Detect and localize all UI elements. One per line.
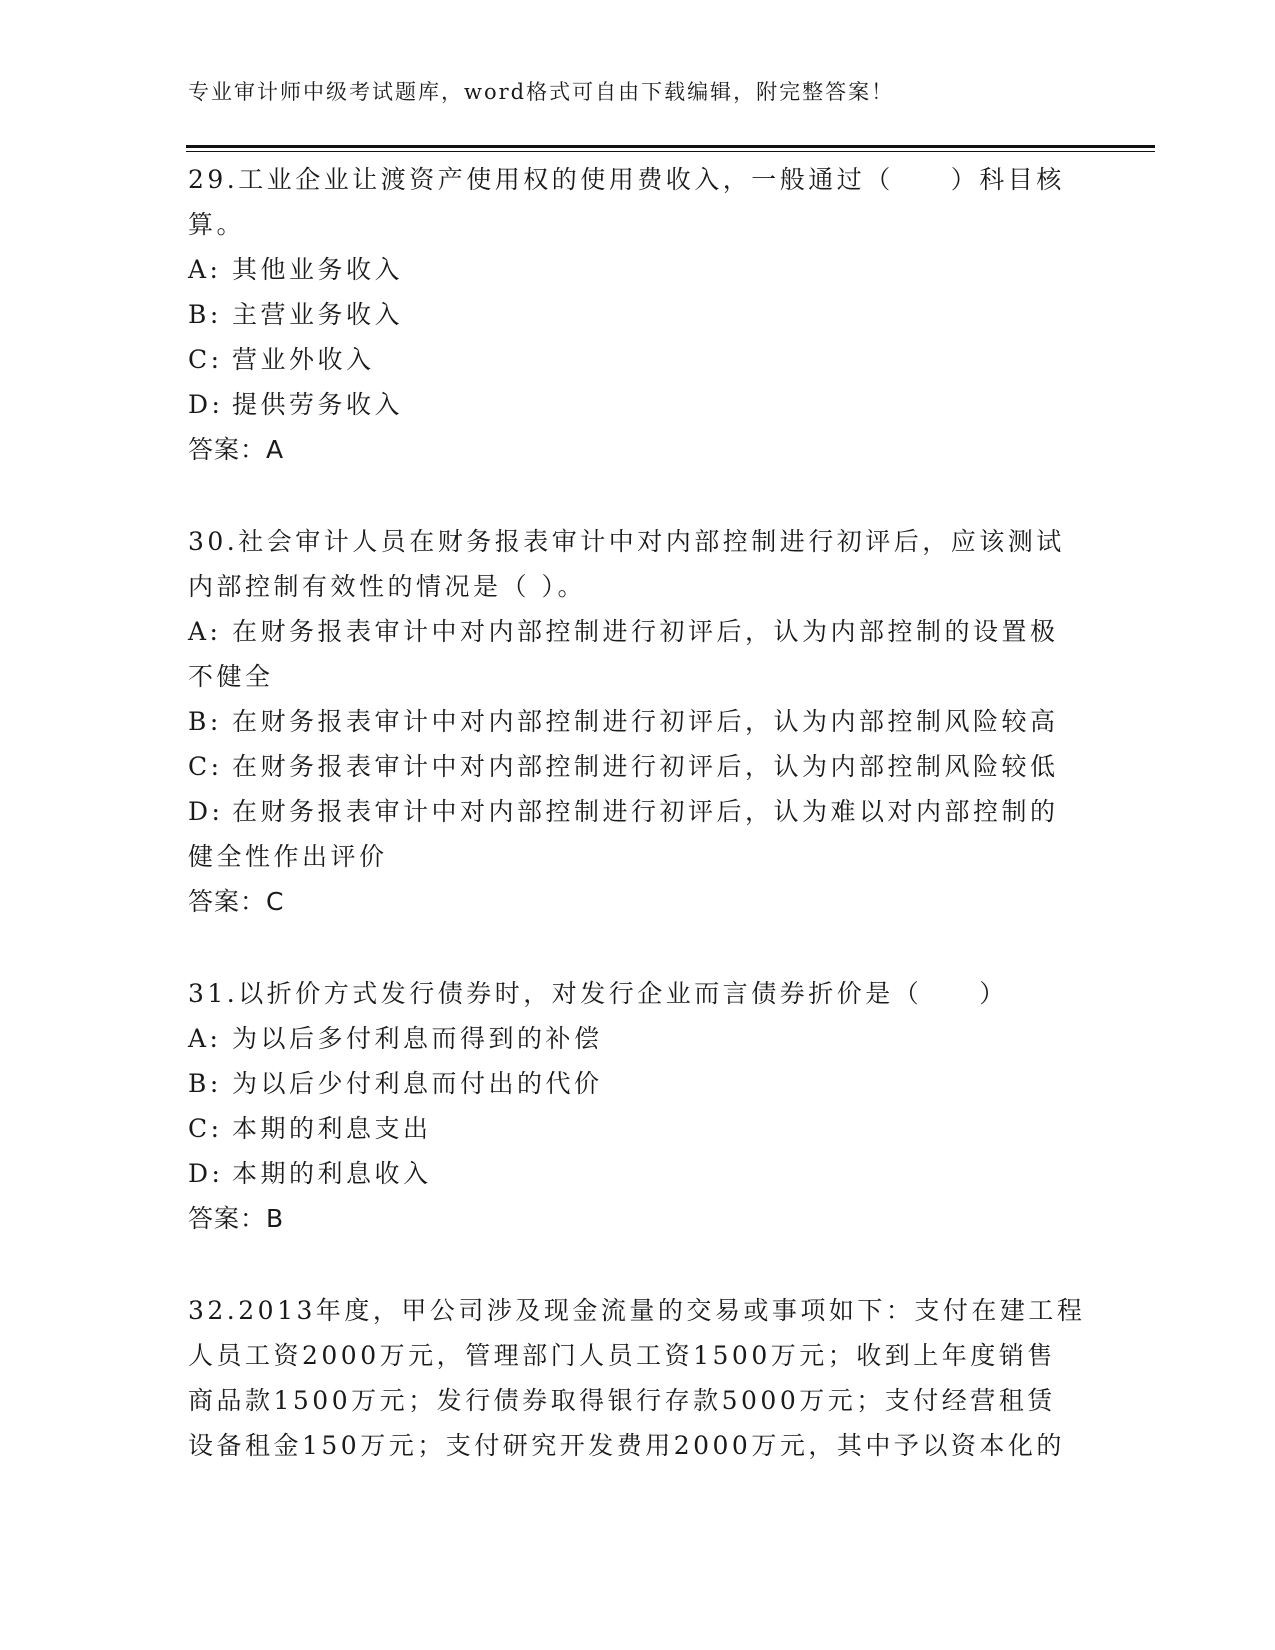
option-a-continued: 不健全	[188, 662, 274, 691]
option-d	[188, 382, 1088, 427]
option-text: 提供劳务收入	[232, 390, 404, 419]
header-rule-thick	[186, 145, 1155, 148]
option-b	[188, 699, 1088, 744]
question-list	[188, 157, 1088, 1515]
option-d-continued: 健全性作出评价	[188, 842, 388, 871]
question-32	[188, 1288, 1088, 1468]
question-stem-line: 人员工资2000万元，管理部门人员工资1500万元；收到上年度销售	[188, 1341, 1056, 1370]
option-text: 本期的利息收入	[232, 1159, 432, 1188]
option-d	[188, 1151, 1088, 1196]
question-stem-line: 32.2013年度，甲公司涉及现金流量的交易或事项如下：支付在建工程	[188, 1296, 1086, 1325]
option-letter: D:	[188, 1159, 224, 1188]
option-text: 主营业务收入	[232, 300, 404, 329]
option-text: 其他业务收入	[232, 255, 404, 284]
option-text: 为以后少付利息而付出的代价	[232, 1069, 603, 1098]
option-d	[188, 789, 1088, 834]
option-c	[188, 337, 1088, 382]
option-c	[188, 1106, 1088, 1151]
option-letter: B:	[188, 300, 222, 329]
option-letter: A:	[188, 1024, 222, 1053]
option-letter: A:	[188, 617, 222, 646]
answer: 答案：C	[188, 887, 285, 916]
option-text: 为以后多付利息而得到的补偿	[232, 1024, 603, 1053]
question-stem-line: 内部控制有效性的情况是（ ）。	[188, 572, 586, 601]
answer: 答案：A	[188, 435, 285, 464]
option-text: 在财务报表审计中对内部控制进行初评后，认为内部控制风险较高	[232, 707, 1059, 736]
option-letter: D:	[188, 390, 224, 419]
question-stem-line: 算。	[188, 210, 246, 239]
option-letter: C:	[188, 345, 223, 374]
question-29	[188, 157, 1088, 472]
header-rule-thin	[186, 151, 1155, 152]
option-letter: C:	[188, 752, 223, 781]
option-a	[188, 609, 1088, 654]
option-letter: A:	[188, 255, 222, 284]
option-a	[188, 247, 1088, 292]
option-a	[188, 1016, 1088, 1061]
option-text: 在财务报表审计中对内部控制进行初评后，认为内部控制的设置极	[232, 617, 1059, 646]
option-letter: B:	[188, 1069, 222, 1098]
option-letter: D:	[188, 797, 224, 826]
option-letter: C:	[188, 1114, 223, 1143]
option-text: 营业外收入	[232, 345, 375, 374]
option-text: 在财务报表审计中对内部控制进行初评后，认为难以对内部控制的	[232, 797, 1059, 826]
option-text: 本期的利息支出	[232, 1114, 432, 1143]
option-text: 在财务报表审计中对内部控制进行初评后，认为内部控制风险较低	[232, 752, 1059, 781]
question-30	[188, 519, 1088, 924]
answer: 答案：B	[188, 1204, 285, 1233]
question-stem-line: 31.以折价方式发行债券时，对发行企业而言债券折价是（ ）	[188, 979, 1008, 1008]
question-stem-line: 30.社会审计人员在财务报表审计中对内部控制进行初评后，应该测试	[188, 527, 1065, 556]
page-header: 专业审计师中级考试题库，word格式可自由下载编辑，附完整答案！	[188, 80, 895, 104]
question-stem-line: 商品款1500万元；发行债券取得银行存款5000万元；支付经营租赁	[188, 1386, 1056, 1415]
question-stem-line: 设备租金150万元；支付研究开发费用2000万元，其中予以资本化的	[188, 1431, 1065, 1460]
question-31	[188, 971, 1088, 1241]
option-b	[188, 292, 1088, 337]
option-b	[188, 1061, 1088, 1106]
option-c	[188, 744, 1088, 789]
option-letter: B:	[188, 707, 222, 736]
question-stem-line: 29.工业企业让渡资产使用权的使用费收入，一般通过（ ）科目核	[188, 165, 1065, 194]
